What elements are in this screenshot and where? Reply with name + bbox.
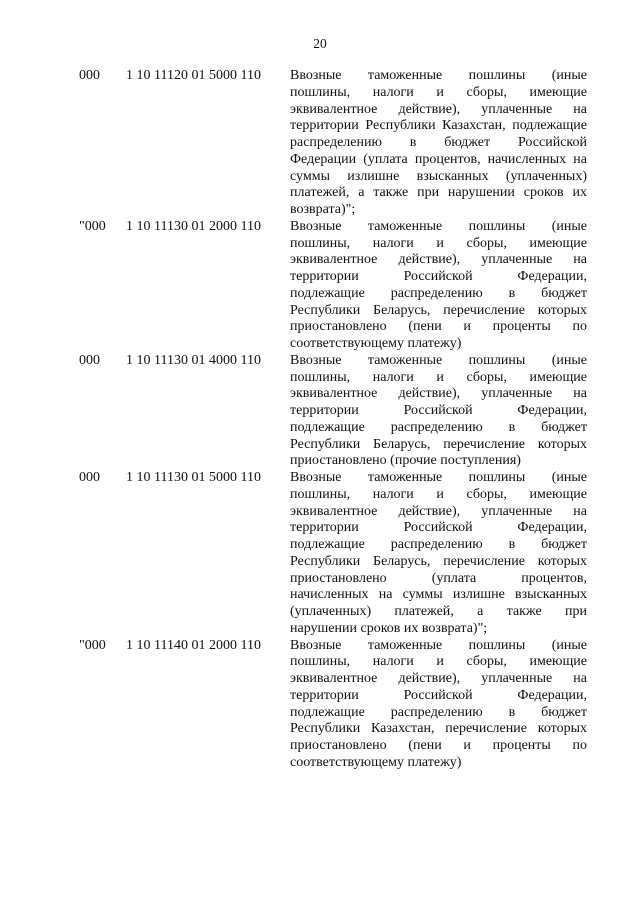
- description-line: Федерации (уплата процентов, начисленных на: [290, 151, 587, 167]
- revenue-description: [290, 638, 587, 772]
- description-line: эквивалентное действие), уплаченные на: [290, 101, 587, 117]
- description-line: платежей, а также при нарушении сроков их: [290, 185, 587, 201]
- table-row: [0, 68, 640, 219]
- description-line: суммы излишне взысканных (уплаченных): [290, 168, 587, 184]
- description-line: эквивалентное действие), уплаченные на: [290, 671, 587, 686]
- description-line: Ввозные таможенные пошлины (иные: [290, 218, 587, 234]
- admin-code: 000: [79, 352, 100, 368]
- description-line: эквивалентное действие), уплаченные на: [290, 503, 587, 519]
- page-number: 20: [313, 36, 327, 51]
- description-line: территории Республики Казахстан, подлежащие: [290, 118, 587, 134]
- admin-code: 000: [79, 470, 100, 485]
- table-row: [0, 470, 640, 638]
- table-row: [0, 219, 640, 353]
- description-line: распределению в бюджет Российской: [290, 135, 587, 150]
- description-line: пошлины, налоги и сборы, имеющие: [290, 84, 587, 100]
- description-line: пошлины, налоги и сборы, имеющие: [290, 369, 587, 385]
- description-line: соответствующему платежу): [290, 336, 462, 351]
- description-line: эквивалентное действие), уплаченные на: [290, 386, 587, 402]
- description-line: территории Российской Федерации,: [290, 269, 587, 284]
- description-line: Республики Беларусь, перечисление которых: [290, 436, 587, 452]
- description-line: соответствующему платежу): [290, 754, 462, 770]
- description-line: подлежащие распределению в бюджет: [290, 704, 587, 720]
- description-line: подлежащие распределению в бюджет: [290, 419, 587, 435]
- description-line: Ввозные таможенные пошлины (иные: [290, 68, 587, 83]
- revenue-description: [290, 219, 587, 353]
- classification-table: [0, 68, 640, 772]
- description-line: Республики Казахстан, перечисление которых: [290, 721, 587, 737]
- budget-classification-code: 1 10 11130 01 5000 110: [126, 470, 261, 485]
- admin-code: 000: [79, 68, 100, 83]
- budget-classification-code: 1 10 11120 01 5000 110: [126, 68, 261, 83]
- description-line: приостановлено (пени и проценты по: [290, 738, 587, 753]
- budget-classification-code: 1 10 11140 01 2000 110: [126, 637, 261, 653]
- description-line: Ввозные таможенные пошлины (иные: [290, 352, 587, 368]
- table-row: [0, 353, 640, 470]
- revenue-description: [290, 353, 587, 470]
- description-line: Ввозные таможенные пошлины (иные: [290, 637, 587, 653]
- description-line: пошлины, налоги и сборы, имеющие: [290, 486, 587, 502]
- description-line: подлежащие распределению в бюджет: [290, 537, 587, 552]
- description-line: территории Российской Федерации,: [290, 520, 587, 536]
- description-line: Республики Беларусь, перечисление которых: [290, 302, 587, 318]
- description-line: Республики Беларусь, перечисление которых: [290, 553, 587, 569]
- description-line: возврата)";: [290, 202, 356, 217]
- admin-code: "000: [79, 218, 106, 234]
- budget-classification-code: 1 10 11130 01 4000 110: [126, 352, 261, 368]
- description-line: (уплаченных) платежей, а также при: [290, 604, 587, 619]
- table-row: [0, 638, 640, 772]
- admin-code: "000: [79, 637, 106, 653]
- description-line: подлежащие распределению в бюджет: [290, 285, 587, 301]
- description-line: нарушении сроков их возврата)";: [290, 620, 488, 636]
- description-line: территории Российской Федерации,: [290, 403, 587, 418]
- description-line: Ввозные таможенные пошлины (иные: [290, 470, 587, 485]
- description-line: эквивалентное действие), уплаченные на: [290, 252, 587, 268]
- description-line: приостановлено (пени и проценты по: [290, 319, 587, 335]
- description-line: начисленных на суммы излишне взысканных: [290, 587, 587, 603]
- description-line: пошлины, налоги и сборы, имеющие: [290, 654, 587, 670]
- description-line: территории Российской Федерации,: [290, 687, 587, 703]
- revenue-description: [290, 470, 587, 638]
- description-line: приостановлено (уплата процентов,: [290, 570, 587, 586]
- description-line: приостановлено (прочие поступления): [290, 453, 521, 469]
- description-line: пошлины, налоги и сборы, имеющие: [290, 235, 587, 251]
- budget-classification-code: 1 10 11130 01 2000 110: [126, 218, 261, 234]
- revenue-description: [290, 68, 587, 219]
